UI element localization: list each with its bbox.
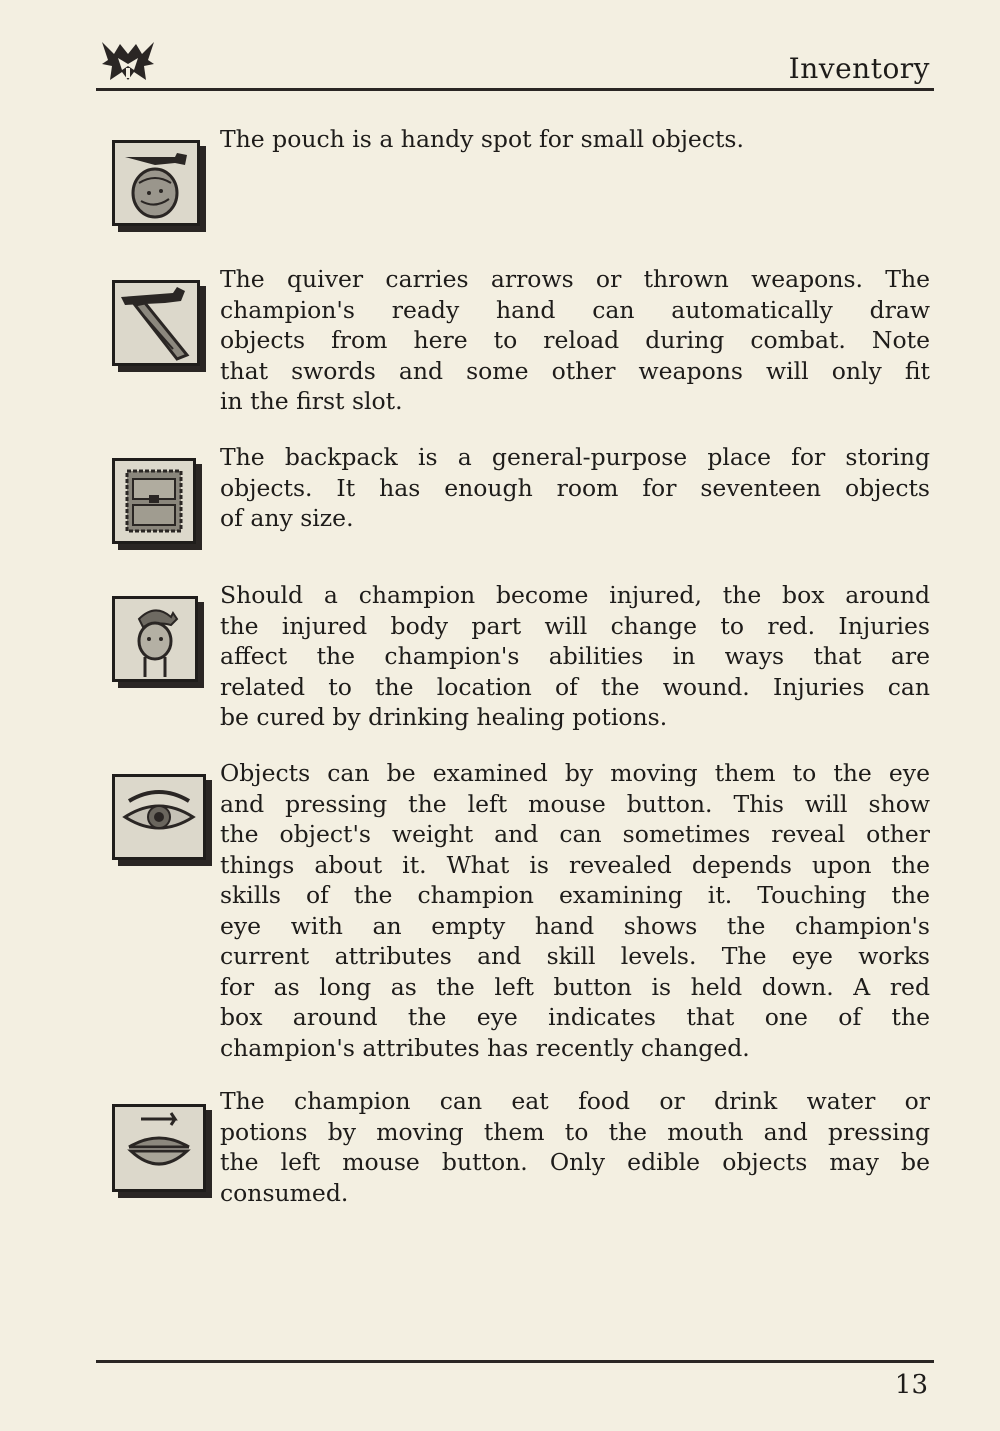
text-line: skills of the champion examining it. Touching the [220, 881, 930, 909]
text-line: champion's attributes has recently changed. [220, 1033, 750, 1062]
eye-icon [112, 774, 206, 860]
text-line: Objects can be examined by moving them to the eye [220, 759, 930, 787]
backpack-description [220, 442, 930, 534]
text-line: Should a champion become injured, the box around [220, 581, 930, 609]
text-line: objects from here to reload during combat. Note [220, 326, 930, 354]
text-line: be cured by drinking healing potions. [220, 703, 668, 731]
pouch-description [220, 124, 930, 155]
text-line: The pouch is a handy spot for small objects. [220, 125, 744, 153]
quiver-description [220, 264, 930, 417]
game-logo-icon [100, 40, 156, 82]
text-line: things about it. What is revealed depends upon the [220, 850, 930, 879]
text-line: potions by moving them to the mouth and pressing [220, 1117, 930, 1146]
text-line: that swords and some other weapons will only fit [220, 356, 930, 385]
backpack-icon [112, 458, 196, 544]
text-line: consumed. [220, 1178, 349, 1207]
text-line: eye with an empty hand shows the champion's [220, 911, 930, 940]
text-line: box around the eye indicates that one of the [220, 1003, 930, 1031]
quiver-icon [112, 280, 200, 366]
injured-head-icon [112, 596, 198, 682]
text-line: of any size. [220, 504, 354, 532]
text-line: objects. It has enough room for seventeen objects [220, 473, 930, 502]
text-line: The quiver carries arrows or thrown weapons. The [220, 265, 930, 293]
text-line: in the first slot. [220, 387, 403, 415]
mouth-description [220, 1086, 930, 1208]
text-line: and pressing the left mouse button. This will show [220, 789, 930, 818]
text-line: The champion can eat food or drink water or [220, 1087, 930, 1115]
text-line: affect the champion's abilities in ways that are [220, 642, 930, 670]
injuries-description [220, 580, 930, 733]
text-line: the left mouse button. Only edible objects may be [220, 1148, 930, 1176]
eye-description [220, 758, 930, 1063]
text-line: the object's weight and can sometimes reveal other [220, 820, 930, 848]
header-divider [96, 88, 934, 91]
text-line: current attributes and skill levels. The eye works [220, 942, 930, 970]
text-line: for as long as the left button is held down. A red [220, 972, 930, 1001]
text-line: related to the location of the wound. Injuries can [220, 672, 930, 701]
section-title: Inventory [788, 52, 930, 85]
text-line: champion's ready hand can automatically draw [220, 295, 930, 324]
text-line: the injured body part will change to red. Injuries [220, 611, 930, 640]
mouth-icon [112, 1104, 206, 1192]
pouch-icon [112, 140, 200, 226]
text-line: The backpack is a general-purpose place for storing [220, 443, 930, 471]
footer-divider [96, 1360, 934, 1363]
page-number: 13 [894, 1370, 928, 1400]
